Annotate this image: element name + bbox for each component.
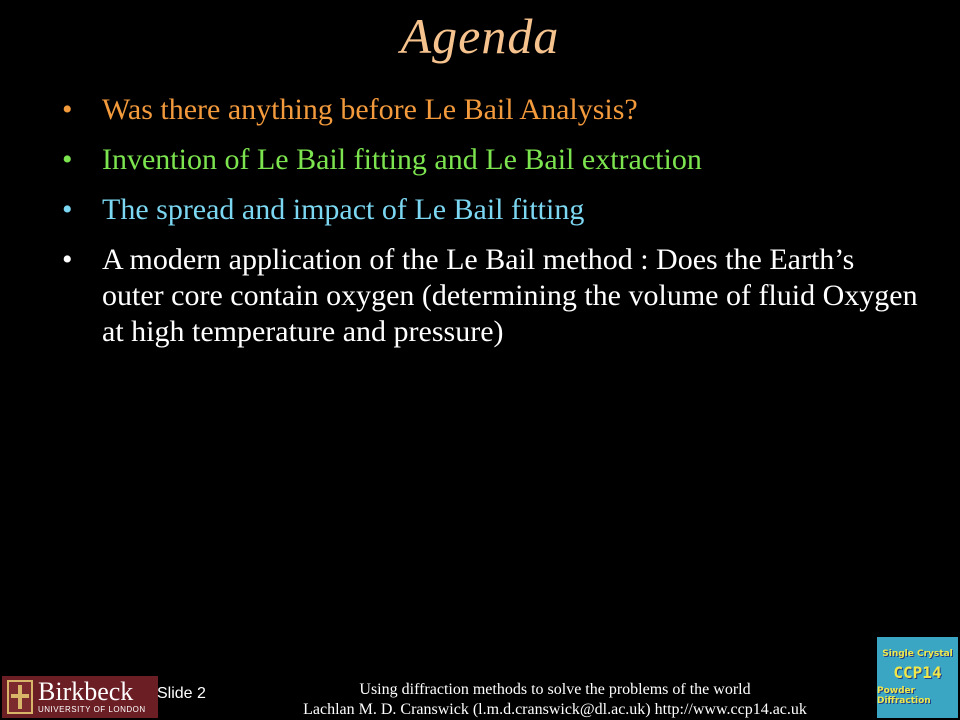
agenda-item (62, 142, 922, 178)
ccp14-top-text: Single Crystal (882, 649, 953, 659)
ccp14-logo (877, 637, 958, 718)
bullet-icon: • (62, 143, 73, 176)
footer-line-1: Using diffraction methods to solve the problems of the world (359, 681, 751, 698)
birkbeck-logo (2, 676, 158, 718)
agenda-item-text: The spread and impact of Le Bail fitting (102, 193, 585, 226)
agenda-item-text: A modern application of the Le Bail method : Does the Earth’s outer core contain oxygen (determining the volume of fluid Oxygen at high temperature and pressure) (102, 243, 918, 348)
agenda-item (62, 242, 922, 350)
bullet-icon: • (62, 193, 73, 226)
bullet-icon: • (62, 243, 73, 276)
agenda-item (62, 92, 922, 128)
slide-title: Agenda (400, 8, 560, 64)
agenda-item-text: Invention of Le Bail fitting and Le Bail extraction (102, 143, 702, 176)
bullet-icon: • (62, 93, 73, 126)
crest-icon (7, 680, 33, 714)
birkbeck-subtitle: UNIVERSITY OF LONDON (38, 705, 146, 714)
birkbeck-logo-text (38, 679, 146, 715)
ccp14-bottom-text: Powder Diffraction (877, 686, 931, 706)
agenda-item (62, 192, 922, 228)
footer-line-2: Lachlan M. D. Cranswick (l.m.d.cranswick@dl.ac.uk) http://www.ccp14.ac.uk (303, 701, 807, 718)
agenda-item-text: Was there anything before Le Bail Analysis? (102, 93, 638, 126)
agenda-list (62, 92, 922, 364)
birkbeck-name: Birkbeck (38, 677, 134, 706)
ccp14-mid-text: CCP14 (893, 663, 942, 682)
footer-text (240, 680, 870, 720)
slide-number: Slide 2 (157, 685, 206, 702)
